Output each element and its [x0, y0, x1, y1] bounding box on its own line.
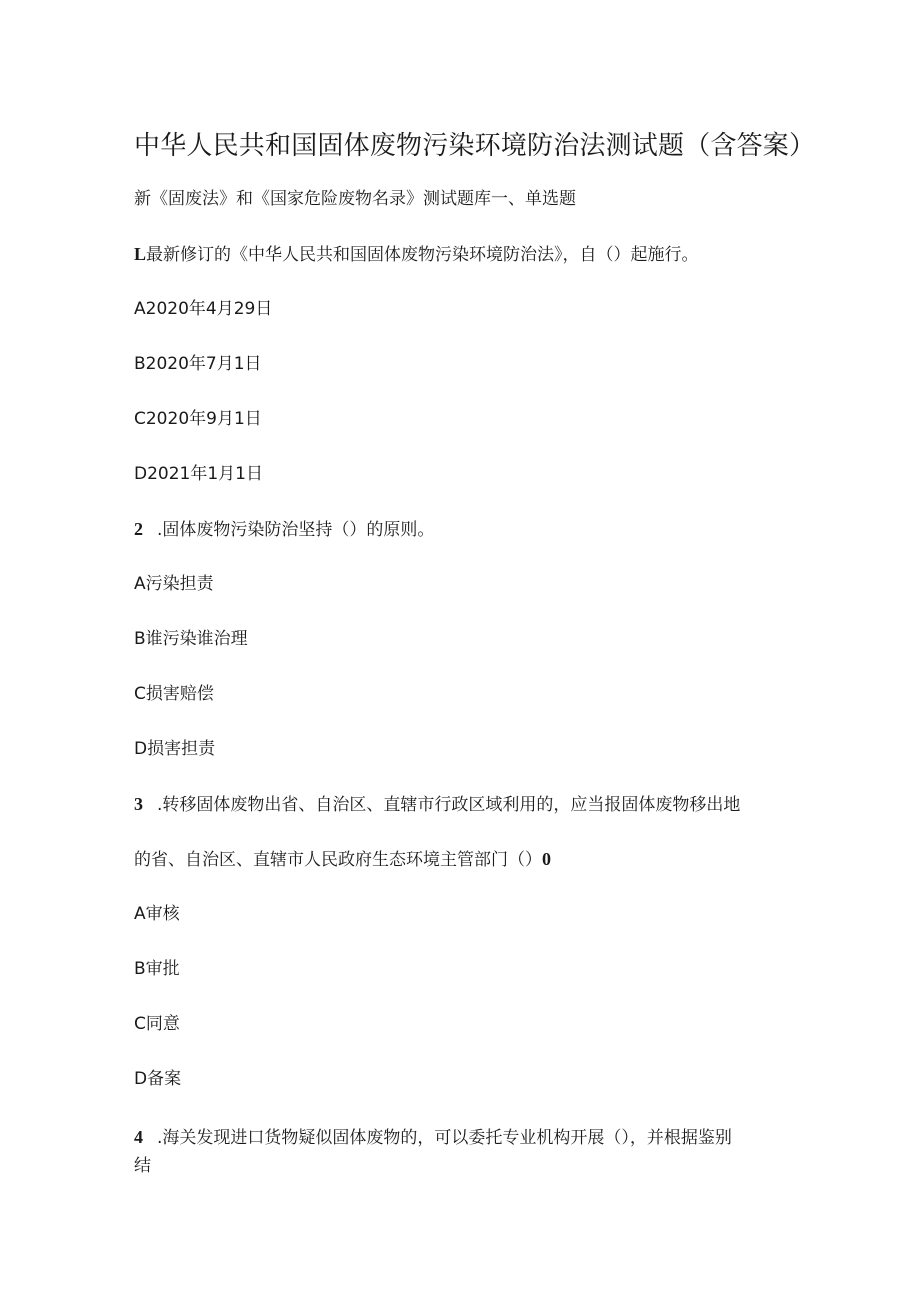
question-number: 4	[134, 1127, 143, 1147]
question-3-option-c: C同意	[134, 1014, 180, 1034]
question-text: .转移固体废物出省、自治区、直辖市行政区域利用的，应当报固体废物移出地	[157, 795, 741, 815]
question-1-option-a: A2020年4月29日	[134, 299, 273, 319]
question-1-option-c: C2020年9月1日	[134, 409, 262, 429]
question-2-option-d: D损害担责	[134, 739, 216, 759]
question-number: 2	[134, 519, 143, 539]
question-2-stem	[134, 516, 434, 543]
question-1-stem	[134, 241, 699, 268]
question-4-stem	[134, 1124, 732, 1151]
question-2-option-a: A污染担责	[134, 574, 214, 594]
question-text: 最新修订的《中华人民共和国固体废物污染环境防治法》，自（）起施行。	[146, 245, 699, 265]
question-3-option-d: D备案	[134, 1069, 182, 1089]
document-subtitle: 新《固废法》和《国家危险废物名录》测试题库一、单选题	[134, 189, 576, 209]
question-4-stem-continued: 结	[134, 1156, 151, 1176]
question-1-option-d: D2021年1月1日	[134, 464, 263, 484]
question-2-option-c: C损害赔偿	[134, 684, 214, 704]
document-title: 中华人民共和国固体废物污染环境防治法测试题（含答案）	[134, 131, 816, 161]
question-text: .海关发现进口货物疑似固体废物的，可以委托专业机构开展（），并根据鉴别	[157, 1128, 732, 1148]
question-3-option-a: A审核	[134, 904, 180, 924]
question-1-option-b: B2020年7月1日	[134, 354, 262, 374]
question-3-option-b: B审批	[134, 959, 180, 979]
question-number: 3	[134, 794, 143, 814]
question-3-stem-continued	[134, 846, 551, 873]
question-text-end: 0	[542, 849, 551, 869]
question-text-continued: 的省、自治区、直辖市人民政府生态环境主管部门（）	[134, 850, 542, 870]
question-3-stem	[134, 791, 740, 818]
question-2-option-b: B谁污染谁治理	[134, 629, 248, 649]
question-text: .固体废物污染防治坚持（）的原则。	[157, 520, 435, 540]
question-number: L	[134, 244, 147, 264]
